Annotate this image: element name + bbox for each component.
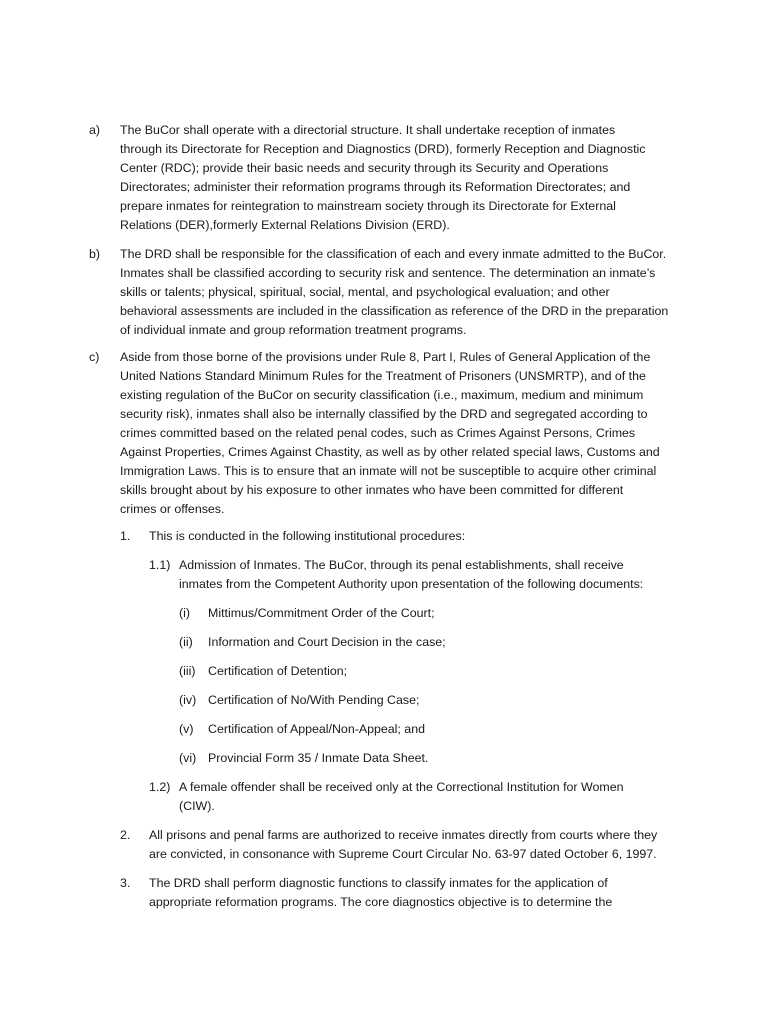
item-a-line-5: prepare inmates for reintegration to mainstream society through its Directorate for External: [120, 199, 616, 213]
item-b-line-3: skills or talents; physical, spiritual, social, mental, and psychological evaluation; and other: [120, 285, 610, 299]
item-2-line-2: are convicted, in consonance with Supreme Court Circular No. 63-97 dated October 6, 1997.: [149, 847, 657, 861]
item-2-marker: 2.: [120, 828, 131, 842]
item-1-1-line-1: Admission of Inmates. The BuCor, through its penal establishments, shall receive: [179, 558, 624, 572]
item-a-line-3: Center (RDC); provide their basic needs and security through its Security and Operations: [120, 161, 609, 175]
item-3-paragraph: [149, 874, 612, 912]
item-1-paragraph: [149, 527, 465, 546]
item-1-2-line-1: A female offender shall be received only at the Correctional Institution for Women: [179, 780, 624, 794]
item-2-paragraph: [149, 826, 657, 864]
doc-ii-marker: (ii): [179, 635, 193, 649]
item-2-line-1: All prisons and penal farms are authorized to receive inmates directly from courts where they: [149, 828, 658, 842]
item-1-marker: 1.: [120, 529, 131, 543]
item-1-1-paragraph: [179, 556, 643, 594]
doc-i-marker: (i): [179, 606, 191, 620]
item-a-line-2: through its Directorate for Reception and Diagnostics (DRD), formerly Reception and Diagnostic: [120, 142, 646, 156]
doc-iii-text: Certification of Detention;: [208, 664, 348, 678]
item-c-line-3: existing regulation of the BuCor on security classification (i.e., maximum, medium and minimum: [120, 388, 644, 402]
item-b-line-5: of individual inmate and group reformation treatment programs.: [120, 323, 467, 337]
item-a-marker: a): [89, 123, 101, 137]
item-a-line-1: The BuCor shall operate with a directorial structure. It shall undertake reception of inmates: [120, 123, 616, 137]
item-a-line-6: Relations (DER),formerly External Relations Division (ERD).: [120, 218, 450, 232]
doc-vi-marker: (vi): [179, 751, 197, 765]
item-b-line-1: The DRD shall be responsible for the classification of each and every inmate admitted to the BuCor.: [120, 247, 667, 261]
item-a-paragraph: [120, 121, 645, 235]
item-c-line-8: skills brought about by his exposure to other inmates who have been committed for different: [120, 483, 624, 497]
item-b-line-2: Inmates shall be classified according to security risk and sentence. The determination an inmate’s: [120, 266, 656, 280]
item-1-1-marker: 1.1): [149, 558, 171, 572]
item-c-paragraph: [120, 348, 660, 519]
item-3-line-1: The DRD shall perform diagnostic functions to classify inmates for the application of: [149, 876, 608, 890]
item-b-line-4: behavioral assessments are included in the classification as reference of the DRD in the preparation: [120, 304, 669, 318]
item-b-paragraph: [120, 245, 668, 340]
item-c-marker: c): [89, 350, 100, 364]
doc-i-text: Mittimus/Commitment Order of the Court;: [208, 606, 435, 620]
item-c-line-6: Against Properties, Crimes Against Chastity, as well as by other related special laws, Customs and: [120, 445, 660, 459]
item-c-line-4: security risk), inmates shall also be internally classified by the DRD and segregated according to: [120, 407, 648, 421]
doc-ii-text: Information and Court Decision in the case;: [208, 635, 446, 649]
doc-iii-marker: (iii): [179, 664, 196, 678]
item-a-line-4: Directorates; administer their reformation programs through its Reformation Directorates; and: [120, 180, 631, 194]
item-1-2-marker: 1.2): [149, 780, 171, 794]
doc-iv-text: Certification of No/With Pending Case;: [208, 693, 420, 707]
item-1-1-line-2: inmates from the Competent Authority upon presentation of the following documents:: [179, 577, 644, 591]
item-1-2-line-2: (CIW).: [179, 799, 215, 813]
item-1-line-1: This is conducted in the following institutional procedures:: [149, 529, 466, 543]
item-3-line-2: appropriate reformation programs. The core diagnostics objective is to determine the: [149, 895, 613, 909]
item-1-2-paragraph: [179, 778, 623, 816]
item-c-line-9: crimes or offenses.: [120, 502, 225, 516]
doc-vi-text: Provincial Form 35 / Inmate Data Sheet.: [208, 751, 429, 765]
item-c-line-1: Aside from those borne of the provisions under Rule 8, Part I, Rules of General Application of the: [120, 350, 651, 364]
item-c-line-2: United Nations Standard Minimum Rules for the Treatment of Prisoners (UNSMRTP), and of the: [120, 369, 646, 383]
item-c-line-5: crimes committed based on the related penal codes, such as Crimes Against Persons, Crimes: [120, 426, 636, 440]
doc-iv-marker: (iv): [179, 693, 197, 707]
item-b-marker: b): [89, 247, 101, 261]
item-3-marker: 3.: [120, 876, 131, 890]
doc-v-marker: (v): [179, 722, 194, 736]
item-c-line-7: Immigration Laws. This is to ensure that an inmate will not be susceptible to acquire other criminal: [120, 464, 657, 478]
doc-v-text: Certification of Appeal/Non-Appeal; and: [208, 722, 425, 736]
